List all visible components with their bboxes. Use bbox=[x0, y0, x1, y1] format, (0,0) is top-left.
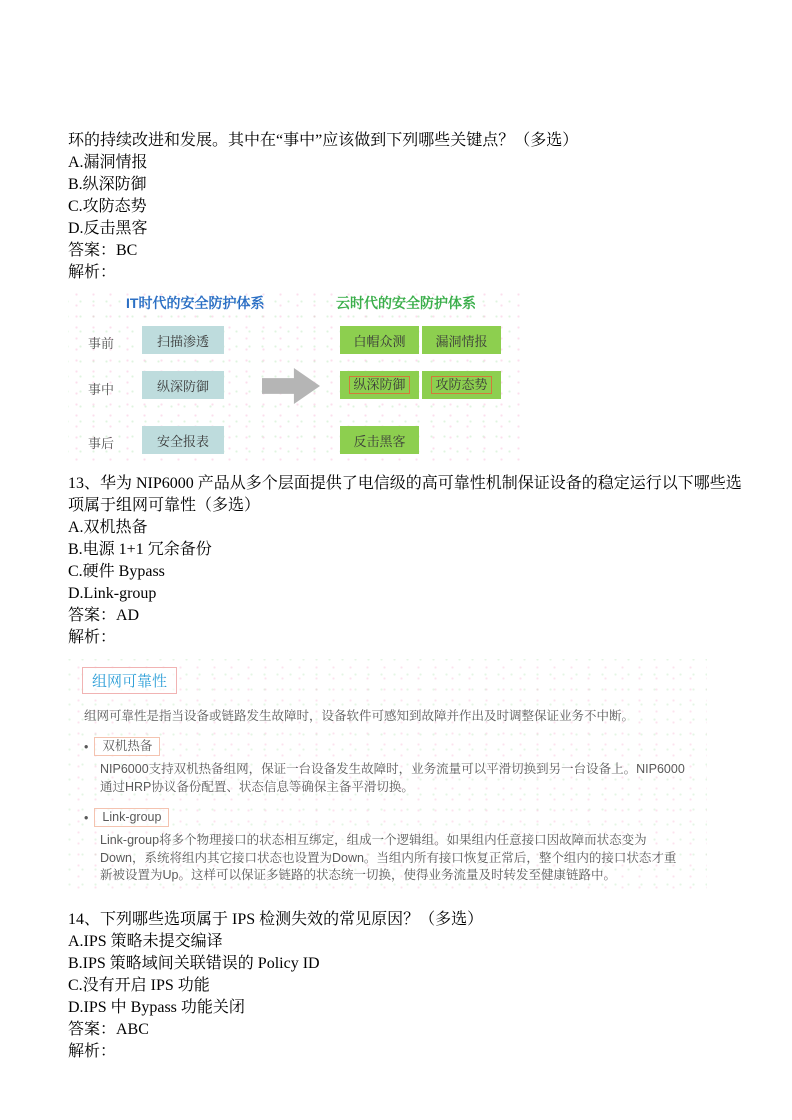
option-d: D.IPS 中 Bypass 功能关闭 bbox=[68, 998, 245, 1016]
it-box-defense: 纵深防御 bbox=[142, 371, 224, 399]
bullet-hot-standby bbox=[84, 737, 707, 756]
it-box-report: 安全报表 bbox=[142, 426, 224, 454]
question-14 bbox=[68, 909, 744, 1063]
row-label-after: 事后 bbox=[88, 436, 115, 451]
document-content bbox=[68, 130, 744, 1063]
answer-line: 答案：BC bbox=[68, 242, 138, 259]
reliability-intro-text: 组网可靠性是指当设备或链路发生故障时，设备软件可感知到故障并作出及时调整保证业务不中断。 bbox=[84, 709, 635, 723]
network-reliability-screenshot bbox=[68, 659, 707, 897]
cloud-box-posture bbox=[422, 371, 501, 399]
highlight-posture: 攻防态势 bbox=[431, 376, 491, 394]
option-b: B.纵深防御 bbox=[68, 176, 147, 193]
cloud-box-vuln-intel: 漏洞情报 bbox=[422, 326, 501, 354]
question-12 bbox=[68, 130, 744, 284]
it-box-scan: 扫描渗透 bbox=[142, 326, 224, 354]
hot-standby-body: NIP6000支持双机热备组网，保证一台设备发生故障时，业务流量可以平滑切换到另一台设备上。NIP6000通过HRP协议备份配置、状态信息等确保主备平滑切换。 bbox=[100, 762, 685, 794]
option-c: C.没有开启 IPS 功能 bbox=[68, 976, 210, 994]
network-reliability-heading: 组网可靠性 bbox=[82, 667, 177, 694]
analysis-line: 解析： bbox=[68, 629, 117, 646]
option-a: A.IPS 策略未提交编译 bbox=[68, 932, 223, 950]
link-group-body: Link-group将多个物理接口的状态相互绑定，组成一个逻辑组。如果组内任意接口因故障而状态变为Down，系统将组内其它接口状态也设置为Down。当组内所有接口恢复正常后，整个组内的接口状态才重新被设置为Up。这样可以保证多链路的状态统一切换，使得业务流量及时转发至健康链路中。 bbox=[100, 833, 677, 882]
question-stem: 13、华为 NIP6000 产品从多个层面提供了电信级的高可靠性机制保证设备的稳定运行以下哪些选项属于组网可靠性（多选） bbox=[68, 475, 742, 514]
row-label-before: 事前 bbox=[88, 336, 115, 351]
link-group-label: Link-group bbox=[94, 808, 169, 827]
highlight-defense: 纵深防御 bbox=[349, 376, 409, 394]
option-a: A.漏洞情报 bbox=[68, 154, 148, 171]
row-label-during: 事中 bbox=[88, 382, 115, 397]
option-b: B.IPS 策略域间关联错误的 Policy ID bbox=[68, 954, 320, 972]
option-d: D.反击黑客 bbox=[68, 220, 148, 237]
analysis-line: 解析： bbox=[68, 1042, 117, 1060]
security-architecture-diagram bbox=[68, 289, 520, 461]
option-c: C.攻防态势 bbox=[68, 198, 147, 215]
option-b: B.电源 1+1 冗余备份 bbox=[68, 541, 212, 558]
question-stem: 环的持续改进和发展。其中在“事中”应该做到下列哪些关键点？（多选） bbox=[68, 132, 579, 149]
cloud-box-whitehat: 白帽众测 bbox=[340, 326, 419, 354]
option-d: D.Link-group bbox=[68, 585, 157, 602]
right-arrow-icon bbox=[262, 368, 320, 404]
answer-line: 答案：ABC bbox=[68, 1020, 149, 1038]
bullet-icon: • bbox=[84, 810, 89, 825]
option-c: C.硬件 Bypass bbox=[68, 563, 165, 580]
it-era-title: IT时代的安全防护体系 bbox=[126, 295, 265, 311]
hot-standby-label: 双机热备 bbox=[94, 737, 160, 756]
cloud-era-title: 云时代的安全防护体系 bbox=[336, 295, 476, 311]
cloud-box-counterattack: 反击黑客 bbox=[340, 426, 419, 454]
bullet-icon: • bbox=[84, 739, 89, 754]
bullet-link-group bbox=[84, 808, 707, 827]
answer-line: 答案：AD bbox=[68, 607, 140, 624]
question-stem: 14、下列哪些选项属于 IPS 检测失效的常见原因？（多选） bbox=[68, 910, 484, 928]
cloud-box-defense bbox=[340, 371, 419, 399]
option-a: A.双机热备 bbox=[68, 519, 148, 536]
analysis-line: 解析： bbox=[68, 264, 117, 281]
question-13 bbox=[68, 473, 744, 649]
